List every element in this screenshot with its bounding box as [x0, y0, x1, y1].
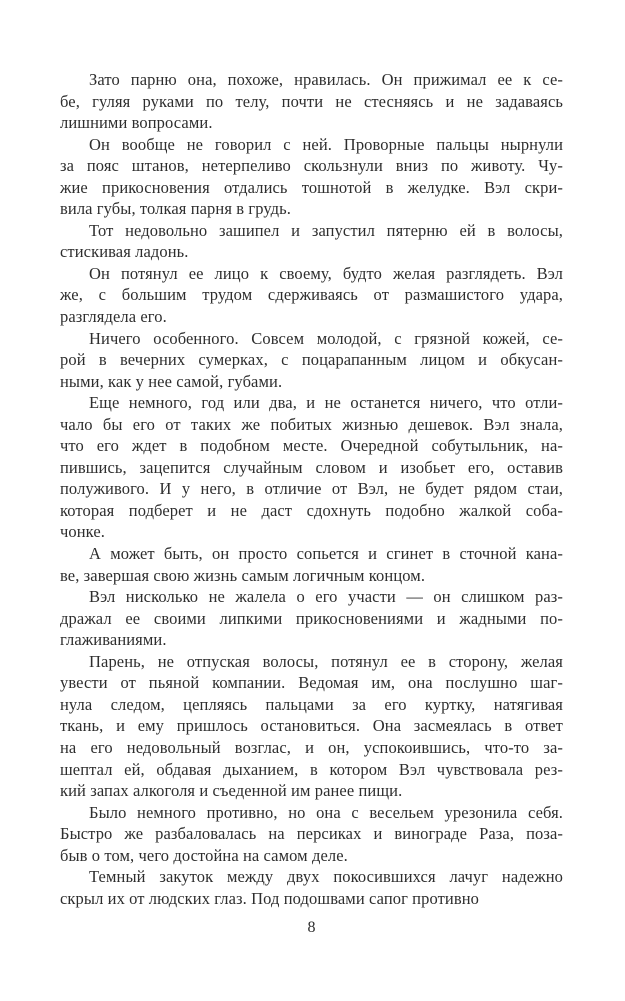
text-line: ными, как у нее самой, губами. [60, 371, 283, 391]
text-line: вила губы, толкая парня в грудь. [60, 199, 292, 219]
paragraph [60, 586, 563, 651]
text-line: скрыл их от людских глаз. Под подошвами сапог противно [60, 888, 480, 908]
text-line: нула следом, цепляясь пальцами за его куртку, натягивая [60, 694, 563, 714]
text-line: жие прикосновения отдались тошнотой в желудке. Вэл скри- [60, 177, 563, 197]
text-line: за пояс штанов, нетерпеливо скользнули вниз по животу. Чу- [60, 156, 563, 176]
page-number: 8 [307, 919, 316, 936]
paragraph [60, 328, 563, 393]
text-line: Зато парню она, похоже, нравилась. Он прижимал ее к се- [89, 70, 563, 89]
paragraph [60, 134, 563, 220]
text-line: бе, гуляя руками по телу, почти не стесняясь и не задаваясь [60, 91, 563, 111]
text-line: шептал ей, обдавая дыханием, в котором Вэл чувствовала рез- [60, 759, 563, 779]
text-line: дражал ее своими липкими прикосновениями и жадными по- [60, 608, 563, 628]
text-line: разглядела его. [60, 307, 167, 327]
text-line: же, с большим трудом сдерживаясь от размашистого удара, [60, 285, 563, 305]
text-line: Парень, не отпуская волосы, потянул ее в сторону, желая [89, 651, 563, 671]
text-line: на его недовольный возглас, и он, успокоившись, что-то за- [60, 737, 563, 757]
text-line: чонке. [60, 522, 106, 542]
paragraph [60, 866, 563, 909]
text-line: Ничего особенного. Совсем молодой, с грязной кожей, се- [89, 328, 563, 348]
text-line: Было немного противно, но она с весельем урезонила себя. [89, 802, 563, 822]
text-line: Тот недовольно зашипел и запустил пятерню ей в волосы, [89, 220, 563, 240]
text-line: полуживого. И у него, в отличие от Вэл, не будет рядом стаи, [60, 479, 563, 499]
text-line: увести от пьяной компании. Ведомая им, она послушно шаг- [60, 673, 563, 693]
paragraph [60, 392, 563, 543]
text-line: Вэл нисколько не жалела о его участи — он слишком раз- [89, 587, 563, 607]
paragraph [60, 220, 563, 263]
text-line: что его ждет в подобном месте. Очередной собутыльник, на- [60, 436, 563, 456]
text-line: пившись, зацепится случайным словом и изобьет его, оставив [60, 457, 563, 477]
text-line: быв о том, чего достойна на самом деле. [60, 845, 348, 865]
paragraph [60, 263, 563, 328]
text-line: рой в вечерних сумерках, с поцарапанным лицом и обкусан- [60, 350, 563, 370]
text-line: кий запах алкоголя и съеденной им ранее пищи. [60, 781, 403, 801]
paragraph [60, 543, 563, 586]
paragraph [60, 802, 563, 867]
text-line: ве, завершая свою жизнь самым логичным концом. [60, 565, 426, 585]
text-line: чало бы его от таких же побитых жизнью дешевок. Вэл знала, [60, 414, 563, 434]
paragraph [60, 69, 563, 134]
text-line: Он вообще не говорил с ней. Проворные пальцы нырнули [89, 134, 563, 154]
text-line: которая подберет и не даст сдохнуть подобно жалкой соба- [60, 500, 563, 520]
text-line: лишними вопросами. [60, 113, 213, 133]
paragraph [60, 651, 563, 802]
text-line: стискивая ладонь. [60, 242, 189, 262]
text-line: глаживаниями. [60, 630, 167, 650]
text-line: Темный закуток между двух покосившихся лачуг надежно [89, 867, 563, 887]
text-line: ткань, и ему пришлось остановиться. Она засмеялась в ответ [60, 716, 563, 736]
text-line: Он потянул ее лицо к своему, будто желая разглядеть. Вэл [89, 263, 563, 283]
page-text [60, 69, 563, 909]
text-line: Быстро же разбаловалась на персиках и винограде Раза, поза- [60, 824, 563, 844]
text-line: Еще немного, год или два, и не останется ничего, что отли- [89, 393, 563, 413]
text-line: А может быть, он просто сопьется и сгинет в сточной кана- [89, 544, 563, 564]
